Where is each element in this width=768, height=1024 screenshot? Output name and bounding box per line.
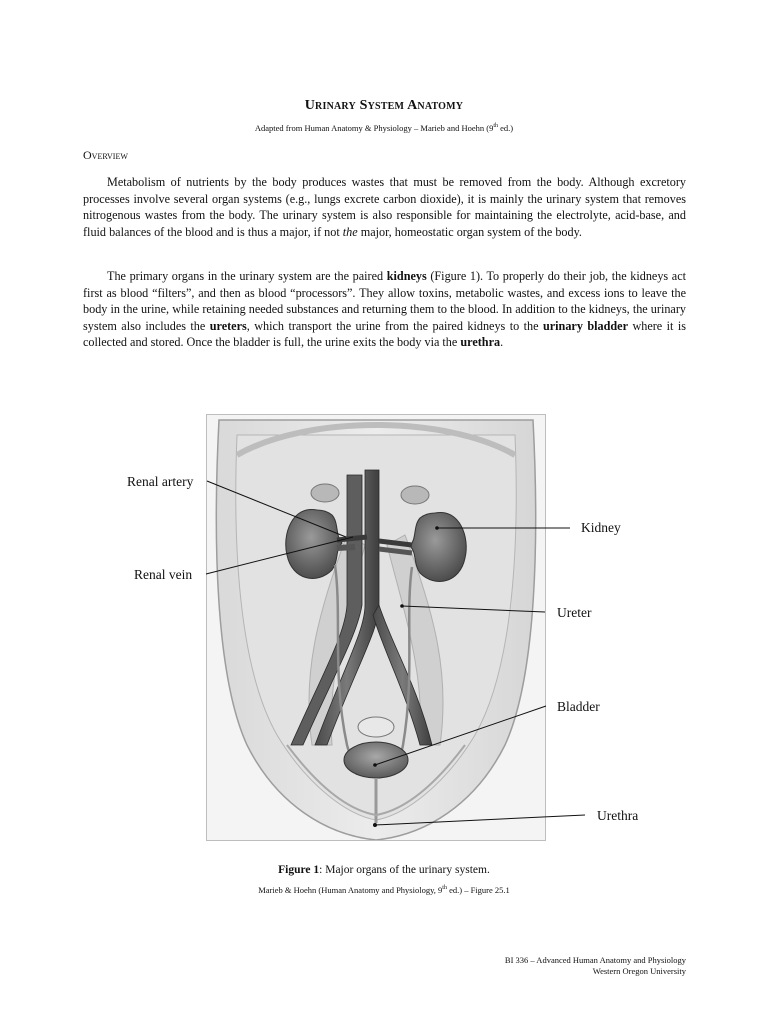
- paragraph-overview-2: [83, 268, 686, 351]
- urinary-system-illustration: [207, 415, 545, 840]
- label-ureter: Ureter: [557, 605, 592, 620]
- document-title: Urinary System Anatomy: [304, 98, 464, 113]
- p2-text-5: .: [500, 335, 504, 350]
- adrenal-gland-right: [401, 486, 429, 504]
- term-urinary-bladder: urinary bladder: [542, 318, 628, 333]
- figure-credit: [0, 885, 768, 895]
- figure-credit-text-end: ed.) – Figure 25.1: [446, 885, 510, 895]
- p1-text-2: major, homeostatic organ system of the body.: [357, 224, 582, 239]
- bladder-organ: [344, 742, 408, 778]
- subtitle-superscript: th: [493, 123, 498, 130]
- label-renal-vein: Renal vein: [134, 567, 193, 582]
- footer-university: Western Oregon University: [592, 966, 686, 976]
- figure-credit-superscript: th: [442, 885, 447, 892]
- label-renal-artery: Renal artery: [127, 474, 194, 489]
- p2-text-2: (Figure 1). To properly do their job, the kidneys act first as blood “filters”, and then as blood “processors”. They allow toxins, metabolic wastes, and excess ions to leave the body in the urine, while retaining needed substances and returning them to the blood. In addition to the kidneys, the urinary system also includes the: [83, 269, 687, 333]
- label-bladder: Bladder: [557, 699, 600, 714]
- figure-caption-number: Figure 1: [278, 864, 320, 876]
- figure-credit-text: Marieb & Hoehn (Human Anatomy and Physiology, 9: [258, 885, 443, 895]
- document-subtitle: [0, 123, 768, 133]
- footer-course: BI 336 – Advanced Human Anatomy and Physiology: [504, 955, 686, 965]
- label-urethra: Urethra: [597, 808, 639, 823]
- p1-text-1: Metabolism of nutrients by the body produces wastes that must be removed from the body. Although excretory processes involve several organ systems (e.g., lungs excrete carbon dioxide), it is mainly the urinary system that removes nitrogenous wastes from the body. The urinary system is also responsible for maintaining the electrolyte, acid-base, and fluid balances of the blood and is thus a major, if not: [83, 175, 686, 239]
- renal-artery-vessel: [337, 537, 367, 540]
- subtitle-text-end: ed.): [498, 123, 514, 133]
- term-ureters: ureters: [209, 318, 247, 333]
- paragraph-overview-1: [83, 174, 686, 240]
- subtitle-text: Adapted from Human Anatomy & Physiology – Marieb and Hoehn (9: [254, 123, 494, 133]
- label-kidney: Kidney: [581, 520, 621, 535]
- page-footer: [505, 955, 686, 977]
- term-kidneys: kidneys: [386, 269, 427, 283]
- bladder-top: [358, 717, 394, 737]
- figure-caption-text: : Major organs of the urinary system.: [319, 864, 490, 876]
- figure-caption: [0, 864, 768, 876]
- section-heading-overview: Overview: [83, 148, 128, 162]
- renal-vein-vessel: [337, 547, 355, 548]
- p2-text-1: The primary organs in the urinary system are the paired: [107, 269, 387, 283]
- kidney-left: [286, 509, 342, 578]
- kidney-right: [410, 512, 466, 581]
- p2-text-4: where it is collected and stored. Once the bladder is full, the urine exits the body via the: [83, 318, 686, 350]
- term-urethra: urethra: [460, 335, 501, 350]
- p2-text-3: , which transport the urine from the paired kidneys to the: [246, 318, 543, 333]
- p1-emphasis: the: [342, 224, 358, 239]
- figure-urinary-system: [206, 414, 546, 841]
- adrenal-gland-left: [311, 484, 339, 502]
